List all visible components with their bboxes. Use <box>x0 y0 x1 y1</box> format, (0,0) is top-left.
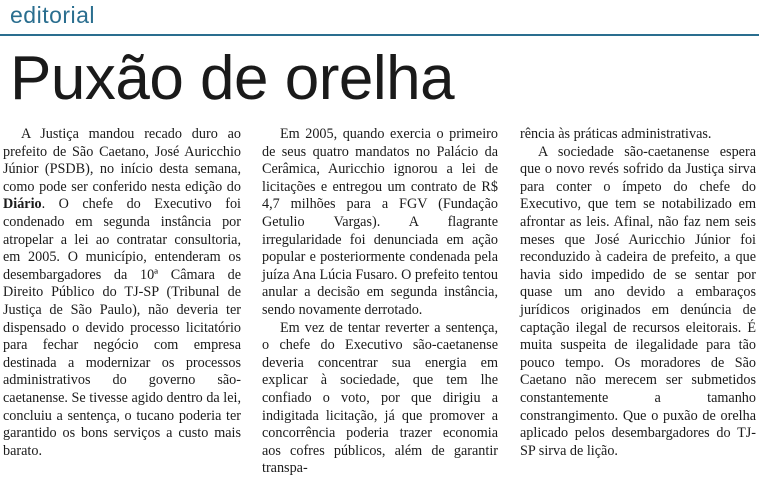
article-column-1 <box>3 126 241 460</box>
paragraph-continuation: rência às práticas administrativas. <box>520 126 712 142</box>
headline: Puxão de orelha <box>10 44 455 113</box>
article-column-3 <box>520 126 756 460</box>
paragraph-text: . O chefe do Executivo foi condenado em segunda instância por atropelar a lei ao contratar consultoria, em 2005. O município, entenderam os desembargadores da 10ª Câmara de Direito Público do TJ-SP (Tribunal de Justiça de São Paulo), não deveria ter dispensado o devido processo licitatório para fechar negócio com empresa destinada a modernizar os processos administrativos do governo são-caetanense. Se tivesse agido dentro da lei, concluiu a sentença, o tucano poderia ter garantido os bons serviços a custo mais barato. <box>3 196 241 459</box>
section-divider <box>0 34 759 36</box>
section-label: editorial <box>10 2 96 28</box>
paragraph <box>3 126 241 460</box>
newspaper-name: Diário <box>3 196 42 213</box>
paragraph: Em vez de tentar reverter a sentença, o chefe do Executivo são-caetanense deveria concentrar sua energia em explicar à sociedade, que tem lhe confiado o voto, por que dirigiu a indigitada licitação, já que promover a concorrência poderia trazer economia aos cofres públicos, além de garantir transpa- <box>262 319 498 477</box>
article-column-2 <box>262 126 498 478</box>
paragraph: A sociedade são-caetanense espera que o novo revés sofrido da Justiça sirva para conter o ímpeto do chefe do Executivo, que tem se notabilizado em afrontar as leis. Afinal, não faz nem seis meses que José Auricchio Júnior foi reconduzido à cadeira de prefeito, a que havia sido impedido de se sentar por quase um ano devido a embaraços jurídicos originados em denúncia de captação ilegal de recursos eleitorais. É muita suspeita de ilegalidade para tão pouco tempo. Os moradores de São Caetano não merecem ser submetidos constantemente a tamanho constrangimento. Que o puxão de orelha aplicado pelos desembargadores do TJ-SP sirva de lição. <box>520 143 756 459</box>
paragraph: Em 2005, quando exercia o primeiro de seus quatro mandatos no Palácio da Cerâmica, Auricchio ignorou a lei de licitações e entregou um contrato de R$ 4,7 milhões para a FGV (Fundação Getulio Vargas). A flagrante irregularidade foi denunciada em ação popular e posteriormente condenada pela juíza Ana Lúcia Fusaro. O prefeito tentou anular a decisão em segunda instância, sendo novamente derrotado. <box>262 126 498 318</box>
paragraph-text: A Justiça mandou recado duro ao prefeito de São Caetano, José Auricchio Júnior (PSDB), no início desta semana, como pode ser conferido nesta edição do <box>3 126 241 195</box>
